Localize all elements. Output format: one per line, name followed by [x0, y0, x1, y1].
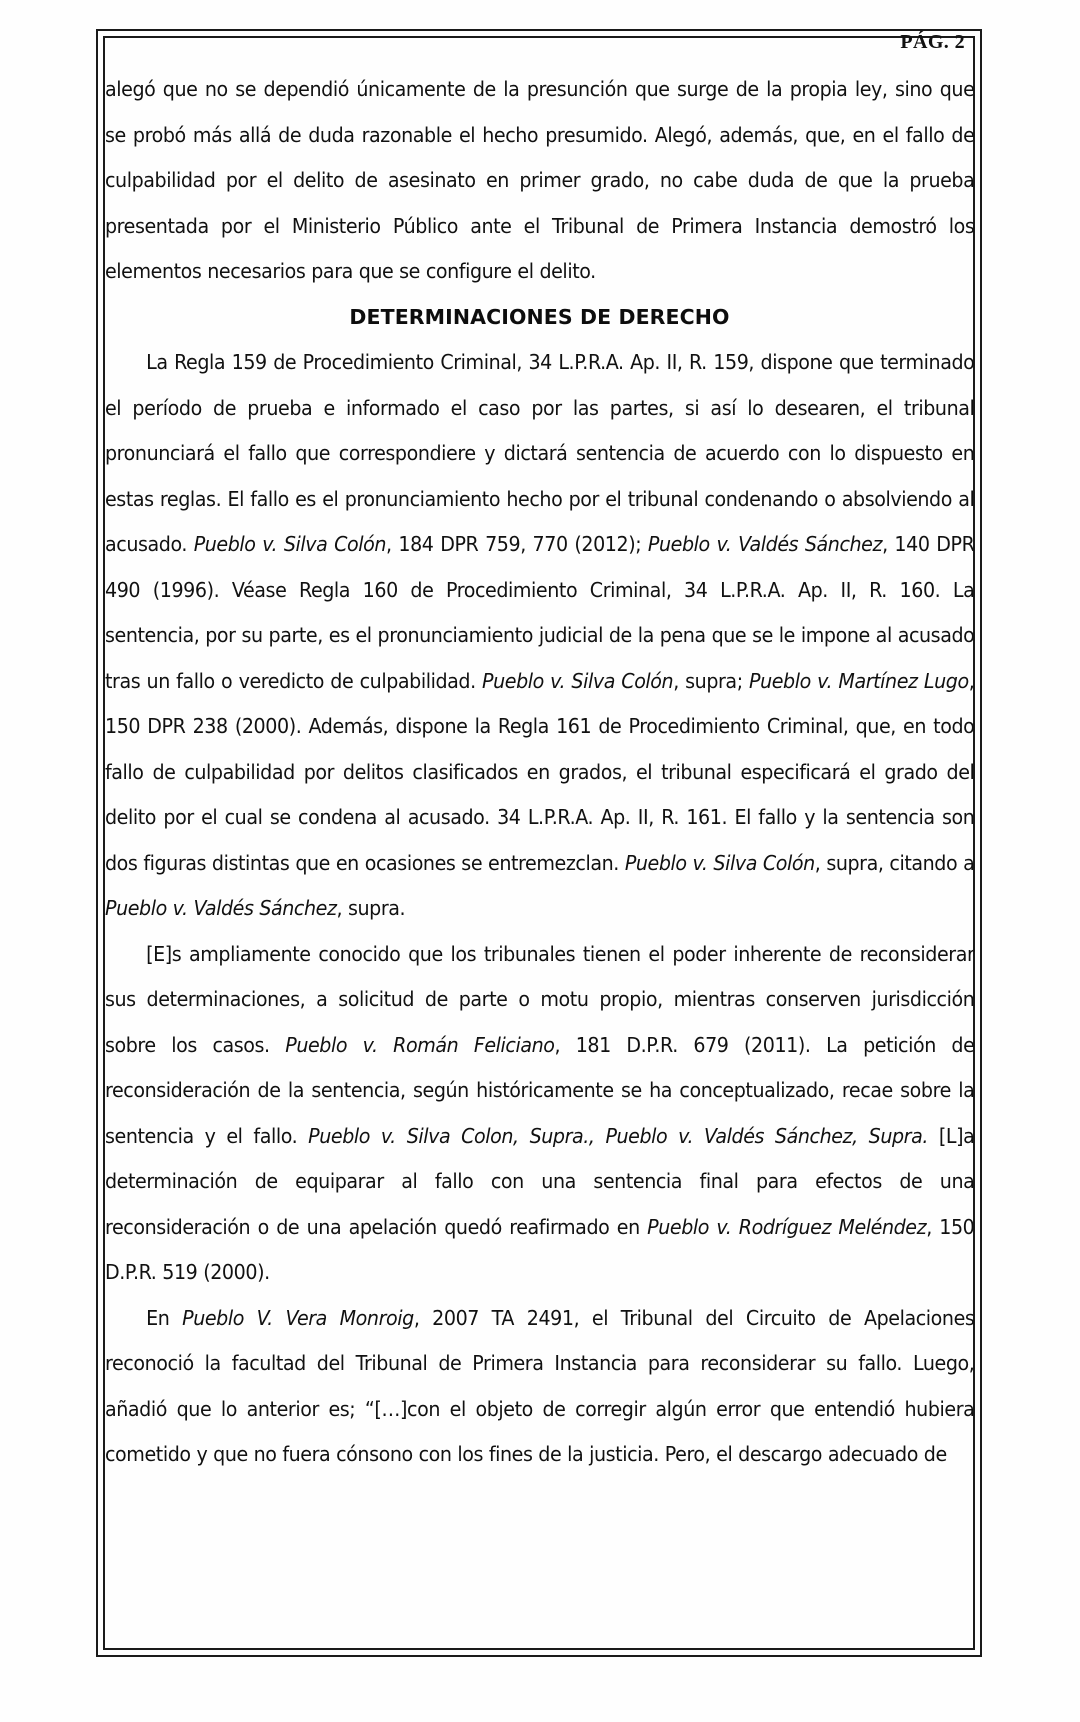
paragraph-segment: [L]a determinación de equiparar al fallo con una sentencia final para efectos de una reconsideración o de una apelación quedó reafirmado en	[105, 1123, 975, 1239]
case-citation: Pueblo v. Silva Colón	[624, 850, 815, 875]
paragraph-vera-monroig	[105, 1296, 974, 1478]
case-citation: Pueblo v. Silva Colón	[482, 668, 674, 693]
case-citation: Pueblo v. Valdés Sánchez	[647, 532, 883, 556]
case-citation: Pueblo V. Vera Monroig	[182, 1305, 414, 1330]
case-citation: Pueblo v. Silva Colon, Supra., Pueblo v. Valdés Sánchez, Supra.	[308, 1123, 929, 1148]
paragraph-segment: , 2007 TA 2491, el Tribunal del Circuito de Apelaciones reconoció la facultad del Tribunal de Primera Instancia para reconsiderar su fallo. Luego, añadió que lo anterior es; “[…]con el objeto de corregir algún error que entendió hubiera cometido y que no fuera cónsono con los fines de la justicia. Pero, el descargo adecuado de	[105, 1305, 975, 1466]
paragraph-segment: [E]s ampliamente conocido que los tribunales tienen el poder inherente de reconsiderar sus determinaciones, a solicitud de parte o motu propio, mientras conserven jurisdicción sobre los casos.	[105, 941, 975, 1057]
case-citation: Pueblo v. Valdés Sánchez	[105, 896, 337, 920]
document-body	[104, 67, 982, 1478]
paragraph-poder-inherente	[105, 932, 974, 1296]
page-number-header: PÁG. 2	[900, 31, 965, 53]
paragraph-segment: , 150 DPR 238 (2000). Además, dispone la Regla 161 de Procedimiento Criminal, que, en todo fallo de culpabilidad por delitos clasificados en grados, el tribunal especificará el grado del delito por el cual se condena al acusado. 34 L.P.R.A. Ap. II, R. 161. El fallo y la sentencia son dos figuras distintas que en ocasiones se entremezclan.	[105, 668, 975, 875]
paragraph-continuation	[105, 67, 974, 295]
paragraph-segment: , 184 DPR 759, 770 (2012);	[386, 532, 648, 556]
paragraph-segment: , supra.	[336, 896, 406, 920]
paragraph-segment: , supra;	[673, 668, 750, 693]
paragraph-segment: , 181 D.P.R. 679 (2011). La petición de reconsideración de la sentencia, según históricamente se ha conceptualizado, recae sobre la sentencia y el fallo.	[105, 1032, 975, 1148]
paragraph-segment: La Regla 159 de Procedimiento Criminal, 34 L.P.R.A. Ap. II, R. 159, dispone que terminado el período de prueba e informado el caso por las partes, si así lo desearen, el tribunal pronunciará el fallo que correspondiere y dictará sentencia de acuerdo con lo dispuesto en estas reglas. El fallo es el pronunciamiento hecho por el tribunal condenando o absolviendo al acusado.	[105, 350, 975, 556]
paragraph-segment: En	[146, 1305, 183, 1330]
case-citation: Pueblo v. Rodríguez Meléndez	[647, 1214, 927, 1239]
paragraph-text: alegó que no se dependió únicamente de la presunción que surge de la propia ley, sino que se probó más allá de duda razonable el hecho presumido. Alegó, además, que, en el fallo de culpabilidad por el delito de asesinato en primer grado, no cabe duda de que la prueba presentada por el Ministerio Público ante el Tribunal de Primera Instancia demostró los elementos necesarios para que se configure el delito.	[105, 77, 975, 283]
case-citation: Pueblo v. Silva Colón	[193, 532, 387, 556]
paragraph-segment: , supra, citando a	[814, 850, 975, 875]
case-citation: Pueblo v. Román Feliciano	[285, 1032, 555, 1057]
paragraph-regla-159	[105, 340, 974, 932]
section-heading-determinaciones-de-derecho: DETERMINACIONES DE DERECHO	[349, 304, 730, 329]
paragraph-segment: , 140 DPR 490 (1996). Véase Regla 160 de Procedimiento Criminal, 34 L.P.R.A. Ap. II, R. 160. La sentencia, por su parte, es el pronunciamiento judicial de la pena que se le impone al acusado tras un fallo o veredicto de culpabilidad.	[105, 532, 975, 693]
paragraph-segment: , 150 D.P.R. 519 (2000).	[105, 1214, 975, 1284]
case-citation: Pueblo v. Martínez Lugo	[749, 668, 969, 693]
